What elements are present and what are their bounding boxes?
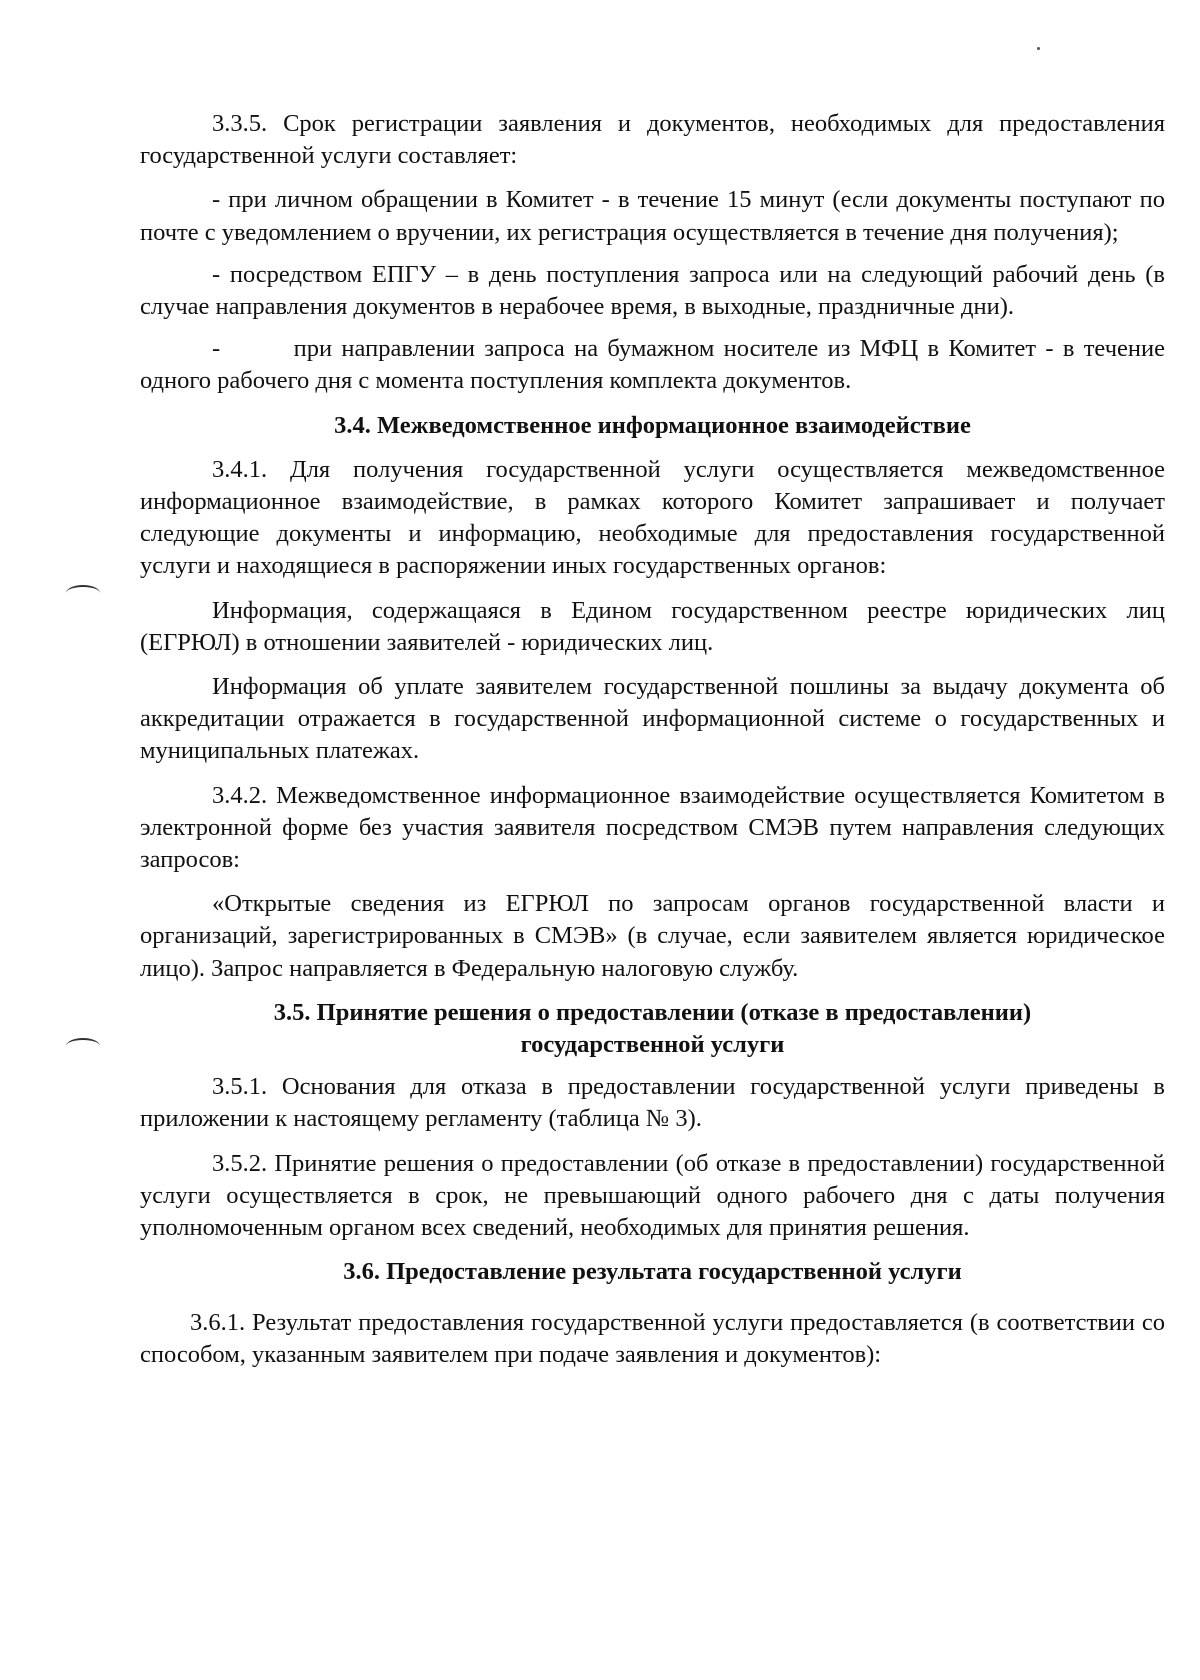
punch-hole-mark: [66, 585, 100, 601]
paragraph-personal-visit: - при личном обращении в Комитет - в течение 15 минут (если документы поступают по почте с уведомлением о вручении, их регистрация осуществляется в течение дня получения);: [140, 186, 1165, 246]
paragraph-egrul-info: Информация, содержащаяся в Едином государственном реестре юридических лиц (ЕГРЮЛ) в отношении заявителей - юридических лиц.: [140, 596, 1165, 656]
paragraph-mfc: - при направлении запроса на бумажном носителе из МФЦ в Комитет - в течение одного рабочего дня с момента поступления комплекта документов.: [140, 335, 1165, 395]
paragraph-epgu: - посредством ЕПГУ – в день поступления запроса или на следующий рабочий день (в случае направления документов в нерабочее время, в выходные, праздничные дни).: [140, 260, 1165, 321]
paragraph-3-6-1: 3.6.1. Результат предоставления государственной услуги предоставляется (в соответствии со способом, указанным заявителем при подаче заявления и документов):: [140, 1308, 1165, 1368]
document-page: [140, 108, 1165, 1383]
heading-3-5-line-2: государственной услуги: [520, 1031, 785, 1059]
heading-3-4: 3.4. Межведомственное информационное взаимодействие: [334, 411, 971, 439]
heading-3-5-line-1: 3.5. Принятие решения о предоставлении (отказе в предоставлении): [273, 998, 1032, 1026]
paragraph-payment-info: Информация об уплате заявителем государственной пошлины за выдачу документа об аккредитации отражается в государственной информационной системе о государственных и муниципальных платежах.: [140, 673, 1165, 765]
paragraph-open-info-request: «Открытые сведения из ЕГРЮЛ по запросам органов государственной власти и организаций, зарегистрированных в СМЭВ» (в случае, если заявителем является юридическое лицо). Запрос направляется в Федеральную налоговую службу.: [140, 890, 1165, 982]
scan-speck: [1037, 47, 1040, 50]
heading-3-5: [140, 997, 1165, 1061]
paragraph-3-5-1: 3.5.1. Основания для отказа в предоставлении государственной услуги приведены в приложении к настоящему регламенту (таблица № 3).: [140, 1073, 1165, 1133]
heading-3-6: 3.6. Предоставление результата государственной услуги: [343, 1258, 962, 1286]
punch-hole-mark: [66, 1038, 100, 1054]
paragraph-3-4-2: 3.4.2. Межведомственное информационное взаимодействие осуществляется Комитетом в электронной форме без участия заявителя посредством СМЭВ путем направления следующих запросов:: [140, 781, 1165, 874]
paragraph-3-5-2: 3.5.2. Принятие решения о предоставлении (об отказе в предоставлении) государственной услуги осуществляется в срок, не превышающий одного рабочего дня с даты получения уполномоченным органом всех сведений, необходимых для принятия решения.: [140, 1149, 1165, 1242]
paragraph-3-4-1: 3.4.1. Для получения государственной услуги осуществляется межведомственное информационное взаимодействие, в рамках которого Комитет запрашивает и получает следующие документы и информацию, необходимые для предоставления государственной услуги и находящиеся в распоряжении иных государственных органов:: [140, 455, 1165, 580]
paragraph-3-3-5: 3.3.5. Срок регистрации заявления и документов, необходимых для предоставления государственной услуги составляет:: [140, 110, 1165, 170]
